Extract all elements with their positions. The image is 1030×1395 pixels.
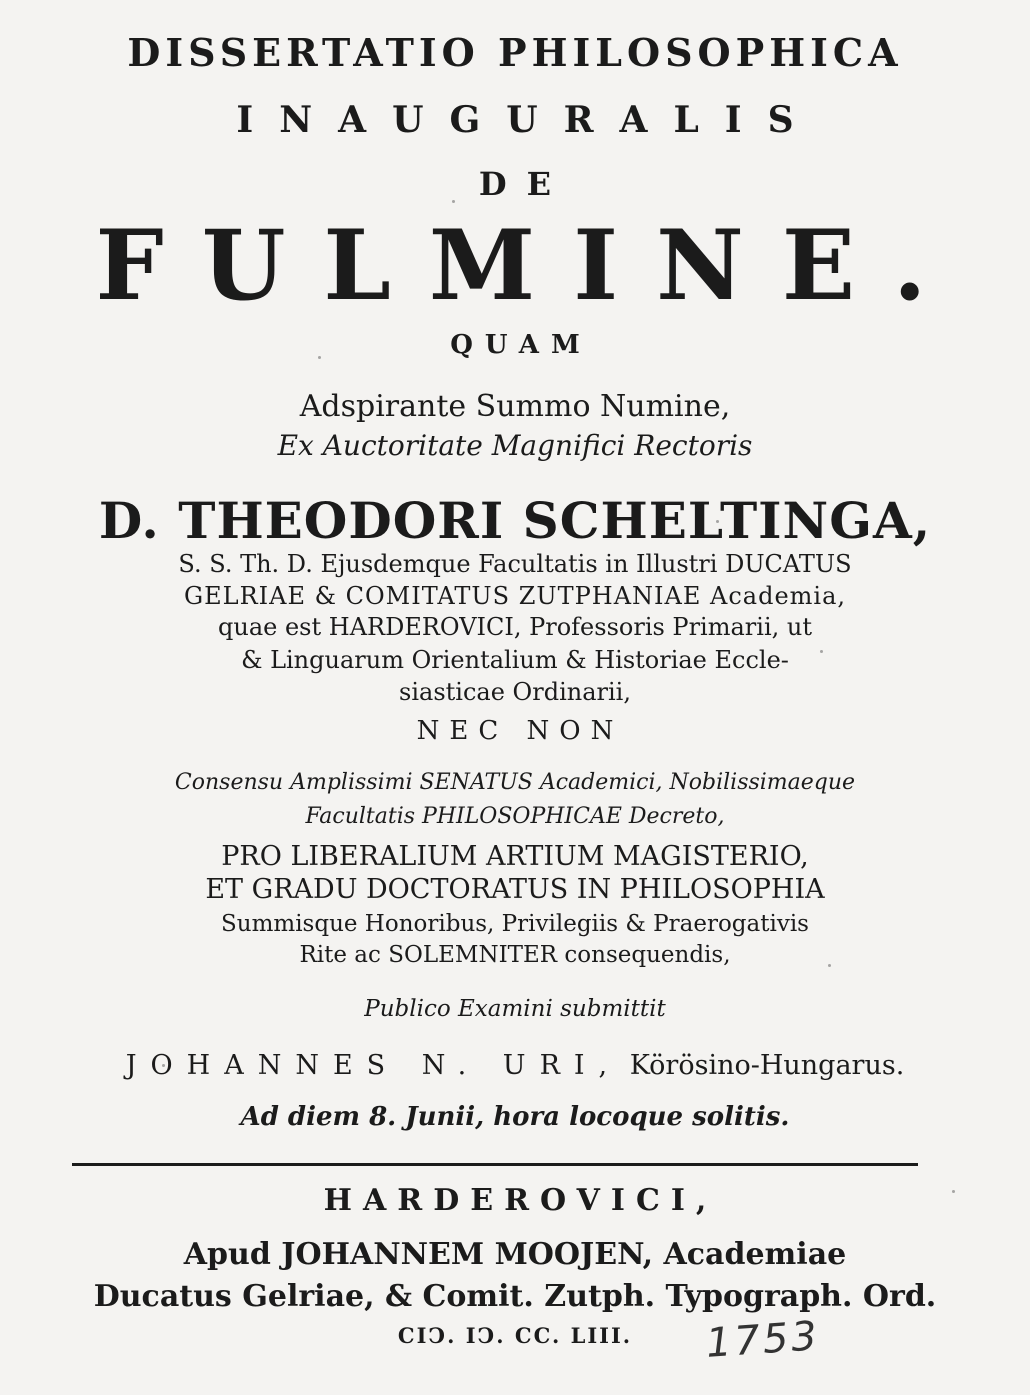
title-line-inauguralis: INAUGURALIS bbox=[236, 99, 820, 141]
author-line bbox=[0, 1052, 1030, 1079]
rector-title-2: GELRIAE & COMITATUS ZUTPHANIAE Academia, bbox=[183, 582, 847, 610]
text-pro-liberalium: PRO LIBERALIUM ARTIUM MAGISTERIO, bbox=[221, 841, 809, 872]
imprint-city: HARDEROVICI, bbox=[323, 1183, 718, 1218]
rector-title-5: siasticae Ordinarii, bbox=[399, 678, 631, 706]
imprint-year: CIↃ. IↃ. CC. LIII. bbox=[397, 1323, 633, 1348]
rector-title-3: quae est HARDEROVICI, Professoris Primarii, ut bbox=[218, 613, 812, 641]
author-name: JOHANNES N. URI, bbox=[125, 1050, 622, 1081]
title-line-fulmine: FULMINE. bbox=[95, 209, 965, 322]
text-et-gradu: ET GRADU DOCTORATUS IN PHILOSOPHIA bbox=[205, 874, 825, 905]
imprint-printer: Apud JOHANNEM MOOJEN, Academiae bbox=[183, 1237, 847, 1272]
divider-rule bbox=[72, 1163, 918, 1166]
text-consensu: Consensu Amplissimi SENATUS Academici, Nobilissimaeque bbox=[174, 770, 856, 795]
text-adspirante: Adspirante Summo Numine, bbox=[299, 389, 731, 424]
text-ad-diem: Ad diem 8. Junii, hora locoque solitis. bbox=[240, 1102, 790, 1132]
author-origin: Körösino-Hungarus. bbox=[629, 1050, 905, 1081]
text-rite: Rite ac SOLEMNITER consequendis, bbox=[299, 942, 731, 968]
text-summisque: Summisque Honoribus, Privilegiis & Praerogativis bbox=[221, 911, 809, 937]
imprint-printer-title: Ducatus Gelriae, & Comit. Zutph. Typograph. Ord. bbox=[93, 1279, 937, 1314]
text-publico-examini: Publico Examini submittit bbox=[364, 996, 666, 1022]
ink-speck bbox=[452, 200, 455, 203]
rector-title-1: S. S. Th. D. Ejusdemque Facultatis in Illustri DUCATUS bbox=[178, 550, 852, 578]
text-facultatis: Facultatis PHILOSOPHICAE Decreto, bbox=[305, 804, 725, 829]
handwritten-year: 1753 bbox=[704, 1313, 822, 1367]
title-line-de: DE bbox=[478, 165, 572, 203]
text-nec-non: NEC NON bbox=[416, 716, 624, 746]
title-line-dissertatio: DISSERTATIO PHILOSOPHICA bbox=[127, 30, 903, 75]
rector-title-4: & Linguarum Orientalium & Historiae Eccle- bbox=[241, 646, 789, 674]
rector-name: D. THEODORI SCHELTINGA, bbox=[98, 491, 932, 550]
text-ex-auctoritate: Ex Auctoritate Magnifici Rectoris bbox=[277, 429, 753, 462]
title-line-quam: QUAM bbox=[450, 330, 592, 360]
